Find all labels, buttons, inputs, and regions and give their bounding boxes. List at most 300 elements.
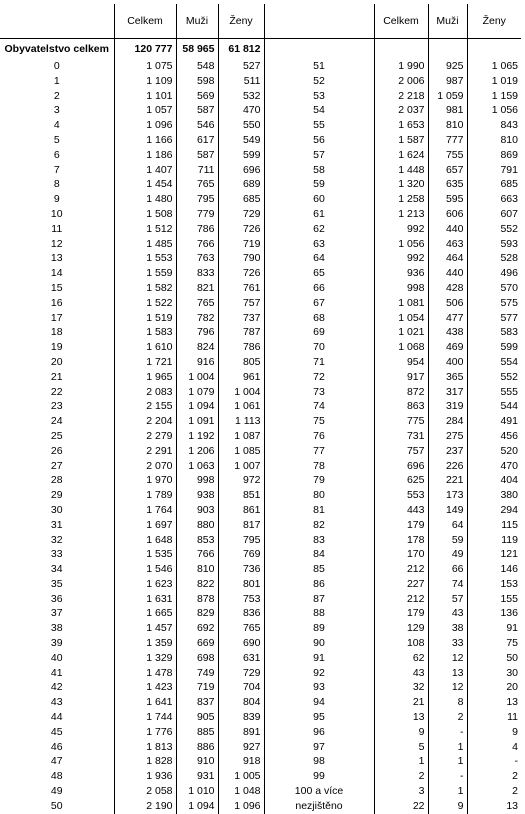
zeny-cell: 704 (218, 680, 264, 695)
celkem-cell: 1 535 (114, 547, 176, 562)
muzi-cell-2: 284 (428, 414, 467, 429)
celkem-cell: 1 813 (114, 740, 176, 755)
table-row (0, 222, 521, 237)
celkem-cell: 1 508 (114, 207, 176, 222)
celkem-cell-2: 1 624 (374, 148, 428, 163)
zeny-cell-2: 2 (512, 770, 518, 783)
age-cell-2: 100 a více (264, 784, 374, 799)
celkem-cell: 1 423 (114, 680, 176, 695)
zeny-cell-2: 136 (500, 607, 518, 620)
age-cell: 28 (0, 473, 114, 488)
zeny-cell: 1 087 (218, 429, 264, 444)
zeny-cell: 787 (218, 325, 264, 340)
age-cell-2: 62 (264, 222, 374, 237)
table-row (0, 74, 521, 89)
zeny-cell-2: 555 (500, 385, 518, 398)
celkem-cell: 1 478 (114, 666, 176, 681)
total-zeny: 61 812 (218, 39, 264, 60)
muzi-cell: 829 (176, 606, 218, 621)
celkem-cell: 1 559 (114, 266, 176, 281)
table-row (0, 103, 521, 118)
celkem-cell-2: 731 (374, 429, 428, 444)
zeny-cell: 839 (218, 710, 264, 725)
age-cell: 42 (0, 680, 114, 695)
zeny-cell-2: 843 (500, 119, 518, 132)
zeny-cell: 769 (218, 547, 264, 562)
zeny-cell-2: 1 056 (491, 104, 518, 117)
celkem-cell-2: 129 (374, 621, 428, 636)
table-row (0, 340, 521, 355)
muzi-cell: 910 (176, 754, 218, 769)
age-cell: 49 (0, 784, 114, 799)
zeny-cell-2: 4 (512, 740, 518, 753)
muzi-cell-2: 59 (428, 533, 467, 548)
table-row (0, 695, 521, 710)
age-cell-2: 54 (264, 103, 374, 118)
celkem-cell-2: 179 (374, 606, 428, 621)
zeny-cell-2: 575 (500, 296, 518, 309)
celkem-cell: 1 764 (114, 503, 176, 518)
muzi-cell: 779 (176, 207, 218, 222)
celkem-cell: 1 789 (114, 488, 176, 503)
muzi-cell-2: 925 (428, 59, 467, 74)
celkem-cell-2: 1 990 (374, 59, 428, 74)
table-row (0, 296, 521, 311)
celkem-cell-2: 1 587 (374, 133, 428, 148)
celkem-cell: 1 329 (114, 651, 176, 666)
celkem-cell: 1 610 (114, 340, 176, 355)
table-row (0, 370, 521, 385)
zeny-cell: 726 (218, 222, 264, 237)
celkem-cell-2: 3 (374, 784, 428, 799)
age-cell: 25 (0, 429, 114, 444)
age-cell-2: 72 (264, 370, 374, 385)
zeny-cell: 836 (218, 606, 264, 621)
age-cell-2: 97 (264, 740, 374, 755)
celkem-cell-2: 553 (374, 488, 428, 503)
celkem-cell: 1 454 (114, 177, 176, 192)
age-cell-2: 59 (264, 177, 374, 192)
celkem-cell: 1 583 (114, 325, 176, 340)
zeny-cell-2: 153 (500, 577, 518, 590)
zeny-cell: 689 (218, 177, 264, 192)
celkem-cell-2: 212 (374, 562, 428, 577)
muzi-cell: 1 004 (176, 370, 218, 385)
muzi-cell: 810 (176, 562, 218, 577)
muzi-cell: 837 (176, 695, 218, 710)
zeny-cell: 1 004 (218, 385, 264, 400)
muzi-cell: 765 (176, 177, 218, 192)
table-row (0, 518, 521, 533)
age-cell: 33 (0, 547, 114, 562)
celkem-cell: 1 407 (114, 163, 176, 178)
celkem-cell: 1 485 (114, 237, 176, 252)
muzi-cell: 763 (176, 251, 218, 266)
celkem-cell-2: 9 (374, 725, 428, 740)
age-cell-2: 58 (264, 163, 374, 178)
age-cell-2: 85 (264, 562, 374, 577)
muzi-cell: 833 (176, 266, 218, 281)
table-row (0, 754, 521, 769)
zeny-cell: 765 (218, 621, 264, 636)
celkem-cell-2: 2 006 (374, 74, 428, 89)
header-zeny-2: Ženy (467, 4, 521, 39)
muzi-cell: 916 (176, 355, 218, 370)
age-cell: 23 (0, 399, 114, 414)
zeny-cell: 804 (218, 695, 264, 710)
age-cell: 17 (0, 311, 114, 326)
celkem-cell: 1 828 (114, 754, 176, 769)
zeny-cell: 696 (218, 163, 264, 178)
table-row (0, 89, 521, 104)
muzi-cell: 1 192 (176, 429, 218, 444)
zeny-cell: 1 096 (218, 799, 264, 814)
age-cell-2: 88 (264, 606, 374, 621)
age-cell-2: 69 (264, 325, 374, 340)
zeny-cell-2: 528 (500, 252, 518, 265)
total-row (0, 39, 521, 60)
muzi-cell-2: 64 (428, 518, 467, 533)
muzi-cell-2: 12 (428, 680, 467, 695)
table-row (0, 177, 521, 192)
muzi-cell: 786 (176, 222, 218, 237)
age-cell: 0 (0, 59, 114, 74)
zeny-cell-2: 30 (506, 666, 518, 679)
muzi-cell: 1 094 (176, 799, 218, 814)
celkem-cell: 1 936 (114, 769, 176, 784)
celkem-cell: 1 697 (114, 518, 176, 533)
age-cell: 5 (0, 133, 114, 148)
population-age-table (0, 4, 521, 814)
zeny-cell-2: 810 (500, 133, 518, 146)
muzi-cell-2: 317 (428, 385, 467, 400)
celkem-cell: 1 641 (114, 695, 176, 710)
celkem-cell: 1 970 (114, 473, 176, 488)
table-row (0, 399, 521, 414)
muzi-cell: 749 (176, 666, 218, 681)
table-row (0, 592, 521, 607)
age-cell: 24 (0, 414, 114, 429)
table-row (0, 710, 521, 725)
zeny-cell-2: 91 (506, 622, 518, 635)
age-cell-2: 81 (264, 503, 374, 518)
total-empty-cell (467, 39, 521, 60)
zeny-cell-2: 9 (512, 725, 518, 738)
zeny-cell: 918 (218, 754, 264, 769)
celkem-cell-2: 2 218 (374, 89, 428, 104)
celkem-cell: 2 190 (114, 799, 176, 814)
zeny-cell: 972 (218, 473, 264, 488)
age-cell-2: 95 (264, 710, 374, 725)
celkem-cell: 2 204 (114, 414, 176, 429)
muzi-cell-2: 275 (428, 429, 467, 444)
celkem-cell-2: 43 (374, 666, 428, 681)
zeny-cell-2: 121 (500, 548, 518, 561)
zeny-cell: 1 085 (218, 444, 264, 459)
age-cell: 29 (0, 488, 114, 503)
zeny-cell: 1 113 (218, 414, 264, 429)
celkem-cell-2: 992 (374, 222, 428, 237)
age-cell: 15 (0, 281, 114, 296)
age-cell-2: 64 (264, 251, 374, 266)
zeny-cell-2: 663 (500, 193, 518, 206)
age-cell-2: 65 (264, 266, 374, 281)
total-empty-cell (374, 39, 428, 60)
celkem-cell-2: 227 (374, 577, 428, 592)
muzi-cell-2: 237 (428, 444, 467, 459)
muzi-cell: 782 (176, 311, 218, 326)
muzi-cell-2: 506 (428, 296, 467, 311)
age-cell: 12 (0, 237, 114, 252)
table-row (0, 725, 521, 740)
celkem-cell: 1 665 (114, 606, 176, 621)
age-cell: 48 (0, 769, 114, 784)
celkem-cell: 2 070 (114, 459, 176, 474)
muzi-cell-2: 438 (428, 325, 467, 340)
zeny-cell-2: 119 (501, 533, 518, 546)
zeny-cell-2: 520 (500, 444, 518, 457)
zeny-cell: 786 (218, 340, 264, 355)
muzi-cell: 821 (176, 281, 218, 296)
table-row (0, 533, 521, 548)
muzi-cell-2: 1 059 (428, 89, 467, 104)
celkem-cell-2: 62 (374, 651, 428, 666)
muzi-cell-2: 226 (428, 459, 467, 474)
age-cell: 14 (0, 266, 114, 281)
age-cell: 50 (0, 799, 114, 814)
zeny-cell: 470 (218, 103, 264, 118)
age-cell: 4 (0, 118, 114, 133)
muzi-cell-2: 66 (428, 562, 467, 577)
age-cell: 1 (0, 74, 114, 89)
celkem-cell-2: 936 (374, 266, 428, 281)
header-muzi-2: Muži (428, 4, 467, 39)
age-cell-2: 68 (264, 311, 374, 326)
muzi-cell-2: 755 (428, 148, 467, 163)
table-row (0, 266, 521, 281)
age-cell-2: 86 (264, 577, 374, 592)
zeny-cell-2: 552 (500, 222, 518, 235)
zeny-cell-2: 577 (500, 311, 518, 324)
muzi-cell-2: 33 (428, 636, 467, 651)
celkem-cell-2: 2 (374, 769, 428, 784)
zeny-cell: 1 005 (218, 769, 264, 784)
muzi-cell-2: 469 (428, 340, 467, 355)
zeny-cell-2: 20 (506, 681, 518, 694)
celkem-cell-2: 1 068 (374, 340, 428, 355)
celkem-cell-2: 32 (374, 680, 428, 695)
muzi-cell: 903 (176, 503, 218, 518)
celkem-cell-2: 108 (374, 636, 428, 651)
zeny-cell-2: 155 (500, 592, 518, 605)
zeny-cell-2: 146 (500, 563, 518, 576)
zeny-cell: 805 (218, 355, 264, 370)
age-cell-2: 71 (264, 355, 374, 370)
table-row (0, 577, 521, 592)
age-cell: 46 (0, 740, 114, 755)
celkem-cell: 1 776 (114, 725, 176, 740)
table-row (0, 636, 521, 651)
zeny-cell: 1 048 (218, 784, 264, 799)
zeny-cell-2: 13 (506, 799, 518, 812)
muzi-cell-2: 1 (428, 754, 467, 769)
age-cell: 43 (0, 695, 114, 710)
muzi-cell: 938 (176, 488, 218, 503)
age-cell-2: 77 (264, 444, 374, 459)
muzi-cell: 795 (176, 192, 218, 207)
zeny-cell-2: 11 (507, 711, 518, 724)
total-empty-cell (428, 39, 467, 60)
age-cell-2: 82 (264, 518, 374, 533)
total-celkem: 120 777 (114, 39, 176, 60)
table-row (0, 473, 521, 488)
age-cell-2: 70 (264, 340, 374, 355)
muzi-cell: 1 094 (176, 399, 218, 414)
age-cell-2: 63 (264, 237, 374, 252)
muzi-cell: 548 (176, 59, 218, 74)
muzi-cell: 880 (176, 518, 218, 533)
table-body (0, 39, 521, 814)
table-row (0, 133, 521, 148)
age-cell-2: 84 (264, 547, 374, 562)
zeny-cell-2: 1 065 (491, 60, 518, 72)
celkem-cell-2: 1 320 (374, 177, 428, 192)
celkem-cell-2: 757 (374, 444, 428, 459)
celkem-cell-2: 179 (374, 518, 428, 533)
table-row (0, 355, 521, 370)
zeny-cell-2: 607 (500, 207, 518, 220)
zeny-cell: 631 (218, 651, 264, 666)
age-cell: 2 (0, 89, 114, 104)
zeny-cell: 729 (218, 666, 264, 681)
celkem-cell-2: 13 (374, 710, 428, 725)
table-row (0, 651, 521, 666)
table-row (0, 207, 521, 222)
celkem-cell-2: 1 653 (374, 118, 428, 133)
muzi-cell: 569 (176, 89, 218, 104)
zeny-cell: 532 (218, 89, 264, 104)
celkem-cell-2: 1 056 (374, 237, 428, 252)
zeny-cell: 690 (218, 636, 264, 651)
muzi-cell-2: 440 (428, 266, 467, 281)
muzi-cell: 546 (176, 118, 218, 133)
muzi-cell-2: 13 (428, 666, 467, 681)
age-cell: 20 (0, 355, 114, 370)
celkem-cell: 1 057 (114, 103, 176, 118)
celkem-cell: 1 480 (114, 192, 176, 207)
celkem-cell-2: 22 (374, 799, 428, 814)
muzi-cell-2: 2 (428, 710, 467, 725)
table-row (0, 799, 521, 814)
zeny-cell: 599 (218, 148, 264, 163)
zeny-cell: 817 (218, 518, 264, 533)
muzi-cell-2: 8 (428, 695, 467, 710)
celkem-cell-2: 1 081 (374, 296, 428, 311)
celkem-cell-2: 992 (374, 251, 428, 266)
celkem-cell: 1 623 (114, 577, 176, 592)
muzi-cell-2: 319 (428, 399, 467, 414)
celkem-cell: 1 101 (114, 89, 176, 104)
celkem-cell-2: 1 213 (374, 207, 428, 222)
zeny-cell: 861 (218, 503, 264, 518)
age-cell: 27 (0, 459, 114, 474)
celkem-cell: 1 582 (114, 281, 176, 296)
age-cell-2: 80 (264, 488, 374, 503)
muzi-cell-2: 43 (428, 606, 467, 621)
muzi-cell: 878 (176, 592, 218, 607)
muzi-cell: 766 (176, 237, 218, 252)
table-row (0, 118, 521, 133)
table-row (0, 459, 521, 474)
celkem-cell: 1 546 (114, 562, 176, 577)
muzi-cell: 885 (176, 725, 218, 740)
celkem-cell: 1 553 (114, 251, 176, 266)
celkem-cell: 1 965 (114, 370, 176, 385)
table-row (0, 192, 521, 207)
zeny-cell-2: 1 159 (491, 89, 518, 102)
celkem-cell: 2 083 (114, 385, 176, 400)
muzi-cell: 598 (176, 74, 218, 89)
age-cell: 30 (0, 503, 114, 518)
zeny-cell-2: 1 019 (491, 74, 518, 87)
zeny-cell-2: 791 (500, 163, 518, 176)
celkem-cell: 1 166 (114, 133, 176, 148)
celkem-cell-2: 178 (374, 533, 428, 548)
table-row (0, 251, 521, 266)
zeny-cell: 961 (218, 370, 264, 385)
table-row (0, 311, 521, 326)
zeny-cell: 719 (218, 237, 264, 252)
zeny-cell-2: 593 (500, 237, 518, 250)
muzi-cell-2: 221 (428, 473, 467, 488)
zeny-cell: 757 (218, 296, 264, 311)
muzi-cell: 719 (176, 680, 218, 695)
age-cell-2: 66 (264, 281, 374, 296)
celkem-cell-2: 443 (374, 503, 428, 518)
total-empty-cell (264, 39, 374, 60)
table-row (0, 488, 521, 503)
zeny-cell: 737 (218, 311, 264, 326)
muzi-cell: 1 010 (176, 784, 218, 799)
table-row (0, 429, 521, 444)
celkem-cell-2: 21 (374, 695, 428, 710)
table-row (0, 444, 521, 459)
celkem-cell-2: 775 (374, 414, 428, 429)
celkem-cell-2: 170 (374, 547, 428, 562)
celkem-cell-2: 863 (374, 399, 428, 414)
zeny-cell: 761 (218, 281, 264, 296)
age-cell: 13 (0, 251, 114, 266)
celkem-cell: 1 519 (114, 311, 176, 326)
age-cell: 32 (0, 533, 114, 548)
zeny-cell-2: 869 (500, 148, 518, 161)
age-cell-2: 52 (264, 74, 374, 89)
age-cell: 26 (0, 444, 114, 459)
zeny-cell-2: 599 (500, 341, 518, 354)
celkem-cell-2: 1 (374, 754, 428, 769)
age-cell-2: 56 (264, 133, 374, 148)
age-cell: 44 (0, 710, 114, 725)
muzi-cell-2: 365 (428, 370, 467, 385)
header-row (0, 4, 521, 39)
age-cell-2: 89 (264, 621, 374, 636)
age-cell: 45 (0, 725, 114, 740)
muzi-cell-2: 981 (428, 103, 467, 118)
age-cell-2: 78 (264, 459, 374, 474)
celkem-cell: 1 744 (114, 710, 176, 725)
celkem-cell-2: 1 021 (374, 325, 428, 340)
zeny-cell: 1 007 (218, 459, 264, 474)
